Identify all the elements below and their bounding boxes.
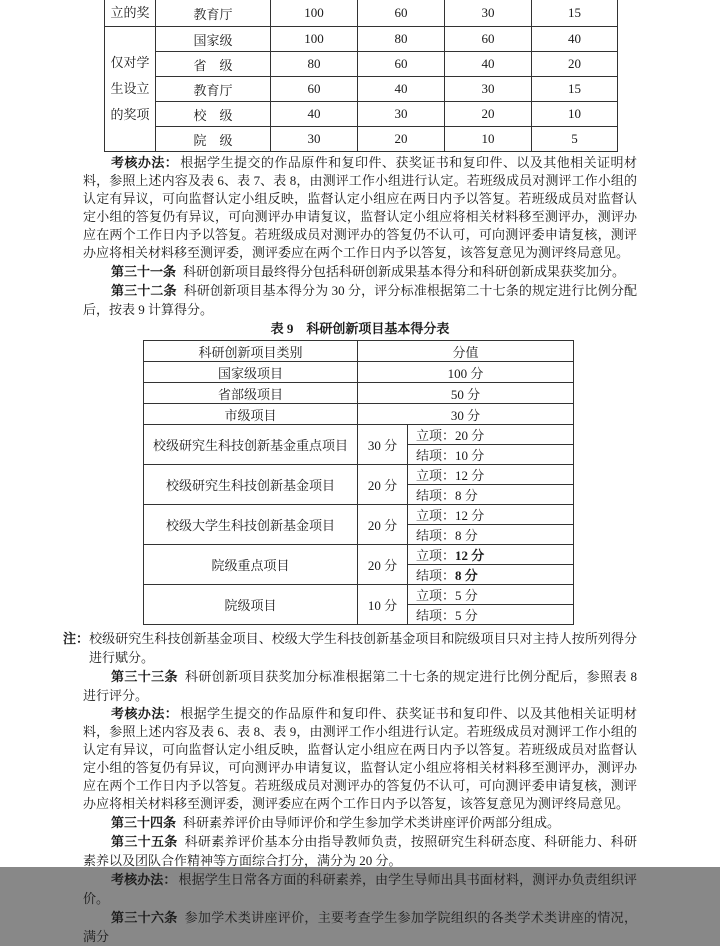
subscore-label: 结项：	[416, 448, 456, 463]
subscore-label: 立项：	[416, 428, 456, 443]
award-value: 30	[358, 102, 445, 127]
subscore-label: 结项：	[416, 608, 456, 623]
project-category: 校级大学生科技创新基金项目	[144, 505, 358, 545]
award-value: 30	[445, 0, 532, 27]
award-value: 80	[271, 52, 358, 77]
project-category: 省部级项目	[144, 383, 358, 404]
project-score: 100 分	[358, 362, 574, 383]
assessment-method-text: 根据学生提交的作品原件和复印件、获奖证书和复印件、以及其他相关证明材料，参照上述内容及表 6、表 7、表 8，由测评工作小组进行认定。若班级成员对测评工作小组的认定有异议，可向监督认定小组反映，监督认定小组应在两日内予以答复。若班级成员对监督认定小组的答复仍有异议，可向测评办申请复议，监督认定小组应将相关材料移至测评办，测评办应在两个工作日内予以答复。若班级成员对测评办的答复仍不认可，可向测评委申请复核，测评办应将相关材料移至测评委，测评委应在两个工作日内予以答复，该答复意见为测评终局意见。	[83, 155, 637, 260]
award-level: 省 级	[156, 52, 271, 77]
table-row	[144, 383, 574, 404]
award-value: 40	[445, 52, 532, 77]
table9-innovation-project-score-table	[143, 340, 574, 625]
award-group-label-clipped: 立的奖	[105, 0, 156, 27]
table-row	[105, 102, 618, 127]
award-value: 20	[445, 102, 532, 127]
article-31-text: 科研创新项目最终得分包括科研创新成果基本得分和科研创新成果获奖加分。	[183, 264, 626, 279]
table-row	[144, 545, 574, 565]
subscore-label: 立项：	[416, 508, 456, 523]
project-total-score: 20 分	[358, 505, 408, 545]
paragraph-article-36	[83, 908, 637, 946]
subscore-value: 8 分	[455, 568, 478, 583]
award-value: 20	[358, 127, 445, 152]
award-value: 15	[532, 0, 618, 27]
table9-header-score: 分值	[358, 341, 574, 362]
article-33-text: 科研创新项目获奖加分标准根据第二十七条的规定进行比例分配后，参照表 8 进行评分。	[83, 669, 637, 703]
paragraph-article-33	[83, 667, 637, 705]
award-group-label: 仅对学生设立的奖项	[105, 27, 156, 152]
paragraph-assessment-method-3	[83, 870, 637, 908]
table-row	[144, 585, 574, 605]
award-value: 80	[358, 27, 445, 52]
table-row	[144, 425, 574, 445]
subscore-label: 立项：	[416, 548, 456, 563]
award-value: 10	[532, 102, 618, 127]
award-value: 60	[271, 77, 358, 102]
table-row	[144, 404, 574, 425]
award-level: 教育厅	[156, 0, 271, 27]
award-value: 100	[271, 27, 358, 52]
award-score-table	[104, 0, 618, 152]
article-31-number: 第三十一条	[111, 264, 177, 279]
assessment-method-label: 考核办法：	[111, 155, 179, 170]
table-row	[144, 362, 574, 383]
project-score: 30 分	[358, 404, 574, 425]
project-subscore	[408, 445, 574, 465]
project-total-score: 20 分	[358, 545, 408, 585]
footnote-text: 校级研究生科技创新基金项目、校级大学生科技创新基金项目和院级项目只对主持人按所列得分进行赋分。	[89, 631, 637, 665]
award-value: 40	[358, 77, 445, 102]
subscore-value: 8 分	[455, 528, 478, 543]
article-35-number: 第三十五条	[111, 834, 178, 849]
table9-footnote	[63, 629, 637, 667]
award-value: 40	[271, 102, 358, 127]
paragraph-article-35	[83, 832, 637, 870]
paragraph-article-34	[83, 813, 637, 832]
table-row	[105, 127, 618, 152]
subscore-value: 12 分	[455, 468, 485, 483]
project-subscore	[408, 485, 574, 505]
subscore-label: 立项：	[416, 468, 456, 483]
award-value: 30	[445, 77, 532, 102]
table-row	[144, 505, 574, 525]
project-score: 50 分	[358, 383, 574, 404]
project-subscore	[408, 525, 574, 545]
award-value: 40	[532, 27, 618, 52]
subscore-label: 结项：	[416, 568, 456, 583]
project-subscore	[408, 565, 574, 585]
assessment-method-text: 根据学生提交的作品原件和复印件、获奖证书和复印件、以及其他相关证明材料，参照上述内容及表 6、表 8、表 9，由测评工作小组进行认定。若班级成员对测评工作小组的认定有异议，可向监督认定小组反映，监督认定小组应在两日内予以答复。若班级成员对监督认定小组的答复仍有异议，可向测评办申请复议，监督认定小组应将相关材料移至测评办，测评办应在两个工作日内予以答复。若班级成员对测评办的答复仍不认可，可向测评委申请复核，测评办应将相关材料移至测评委，测评委应在两个工作日内予以答复，该答复意见为测评终局意见。	[83, 706, 637, 811]
paragraph-article-31	[83, 262, 637, 281]
table-row	[144, 465, 574, 485]
award-value: 60	[358, 0, 445, 27]
subscore-value: 5 分	[455, 588, 478, 603]
project-category: 院级重点项目	[144, 545, 358, 585]
subscore-value: 12 分	[455, 508, 485, 523]
subscore-value: 5 分	[455, 608, 478, 623]
project-category: 院级项目	[144, 585, 358, 625]
subscore-label: 立项：	[416, 588, 456, 603]
subscore-value: 12 分	[455, 548, 485, 563]
assessment-method-label: 考核办法：	[111, 706, 179, 721]
project-subscore	[408, 585, 574, 605]
table9-title: 表 9 科研创新项目基本得分表	[270, 321, 450, 336]
table-row	[105, 52, 618, 77]
project-category: 校级研究生科技创新基金重点项目	[144, 425, 358, 465]
award-level: 教育厅	[156, 77, 271, 102]
article-34-text: 科研素养评价由导师评价和学生参加学术类讲座评价两部分组成。	[183, 815, 561, 830]
article-35-text: 科研素养评价基本分由指导教师负责，按照研究生科研态度、科研能力、科研素养以及团队合作精神等方面综合打分，满分为 20 分。	[83, 834, 637, 868]
assessment-method-label: 考核办法：	[111, 872, 177, 887]
article-33-number: 第三十三条	[111, 669, 178, 684]
project-total-score: 10 分	[358, 585, 408, 625]
article-36-text: 参加学术类讲座评价，主要考查学生参加学院组织的各类学术类讲座的情况，满分	[83, 910, 637, 944]
assessment-method-text: 根据学生日常各方面的科研素养，由学生导师出具书面材料，测评办负责组织评价。	[83, 872, 637, 906]
award-value: 20	[532, 52, 618, 77]
subscore-value: 10 分	[455, 448, 485, 463]
project-total-score: 20 分	[358, 465, 408, 505]
paragraph-article-32	[83, 281, 637, 319]
project-category: 国家级项目	[144, 362, 358, 383]
table-header-row	[144, 341, 574, 362]
article-36-number: 第三十六条	[111, 910, 178, 925]
subscore-label: 结项：	[416, 488, 456, 503]
paragraph-assessment-method-1	[83, 154, 637, 262]
subscore-value: 20 分	[455, 428, 485, 443]
award-value: 60	[358, 52, 445, 77]
project-subscore	[408, 605, 574, 625]
subscore-label: 结项：	[416, 528, 456, 543]
paragraph-assessment-method-2	[83, 705, 637, 813]
award-value: 60	[445, 27, 532, 52]
table-row	[105, 0, 618, 27]
award-value: 5	[532, 127, 618, 152]
article-32-number: 第三十二条	[111, 283, 177, 298]
award-level: 校 级	[156, 102, 271, 127]
award-value: 100	[271, 0, 358, 27]
project-subscore	[408, 465, 574, 485]
table-row	[105, 27, 618, 52]
project-subscore	[408, 545, 574, 565]
award-value: 30	[271, 127, 358, 152]
project-subscore	[408, 505, 574, 525]
award-level: 院 级	[156, 127, 271, 152]
award-level: 国家级	[156, 27, 271, 52]
footnote-label: 注：	[63, 631, 90, 646]
project-total-score: 30 分	[358, 425, 408, 465]
award-value: 15	[532, 77, 618, 102]
project-category: 市级项目	[144, 404, 358, 425]
award-value: 10	[445, 127, 532, 152]
table9-header-category: 科研创新项目类别	[144, 341, 358, 362]
project-category: 校级研究生科技创新基金项目	[144, 465, 358, 505]
article-34-number: 第三十四条	[111, 815, 177, 830]
project-subscore	[408, 425, 574, 445]
article-32-text: 科研创新项目基本得分为 30 分，评分标准根据第二十七条的规定进行比例分配后，按表 9 计算得分。	[83, 283, 637, 317]
subscore-value: 8 分	[455, 488, 478, 503]
table-row	[105, 77, 618, 102]
